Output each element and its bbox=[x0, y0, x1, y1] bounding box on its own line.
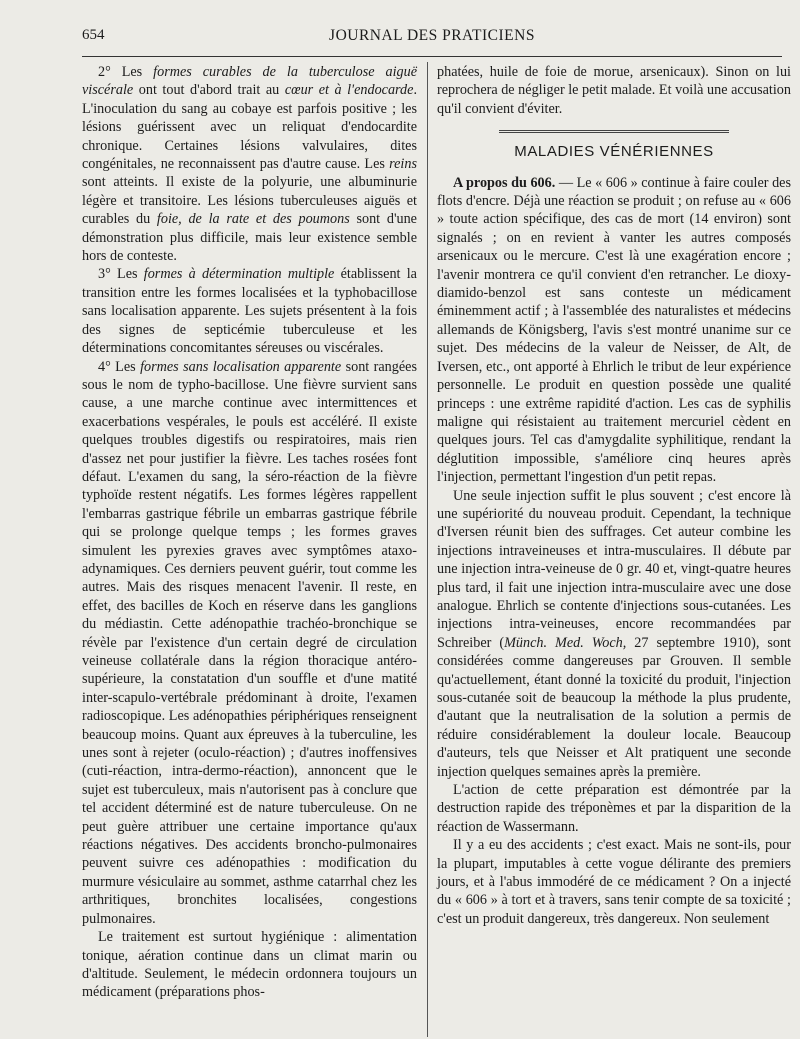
article-lead: A propos du 606. bbox=[453, 174, 556, 191]
left-column bbox=[82, 63, 417, 1002]
column-divider bbox=[427, 62, 428, 1037]
section-rule bbox=[499, 130, 729, 133]
paragraph-forms-curable: 2° Les formes curables de la tuberculose aiguë viscérale ont tout d'abord trait au cœur et à l'endocarde. L'inoculation du sang au cobaye est parfois positive ; les lésions guérissent avec un reliquat d'endocardite chronique. Certaines lésions valvulaires, dites congénitales, ne reconnaissent pas d'autre cause. Les reins sont atteints. Il existe de la polyurie, une albuminurie légère et transitoire. Les lésions tuberculeuses aiguës et curables du foie, de la rate et des poumons sont d'une démonstration plus difficile, mais leur existence semble hors de conteste. bbox=[82, 64, 417, 265]
page-number: 654 bbox=[82, 27, 105, 43]
paragraph-accidents: Il y a eu des accidents ; c'est exact. Mais ne sont-ils, pour la plupart, imputables à cette vogue délirante des premiers jours, et à l'abus immodéré de ce médicament ? On a injecté du « 606 » à tort et à travers, sans tenir compte de sa toxicité ; c'est un produit dangereux, très dangereux. Non seulement bbox=[437, 837, 791, 927]
paragraph-action: L'action de cette préparation est démontrée par la destruction rapide des tréponèmes et par la disparition de la réaction de Wassermann. bbox=[437, 782, 791, 835]
paragraph-continuation: phatées, huile de foie de morue, arsenicaux). Sinon on lui reprochera de négliger le petit malade. Et voilà une accusation qu'il convient d'éviter. bbox=[437, 64, 791, 117]
page-header bbox=[82, 24, 782, 50]
paragraph-injection: Une seule injection suffit le plus souvent ; c'est encore là une supériorité du nouveau produit. Cependant, la technique d'Iversen réunit bien des suffrages. Cet auteur combine les injections intraveineuses et intra-musculaires. Il débute par une injection intra-veineuse de 0 gr. 40 et, vingt-quatre heures plus tard, il fait une injection intra-musculaire avec une dose analogue. Ehrlich se contente d'injections sous-cutanées. Les injections intra-veineuses, encore recommandées par Schreiber (Münch. Med. Woch, 27 septembre 1910), sont considérées comme dangereuses par Grouven. Il semble qu'actuellement, étant donné la toxicité du produit, l'injection sous-cutanée soit de beaucoup la méthode la plus prudente, d'autant que la neutralisation de la solution a permis de réduire considérablement la douleur locale. Beaucoup d'auteurs, tels que Neisser et Alt pratiquent une seconde injection quelques semaines après la première. bbox=[437, 487, 792, 780]
right-column bbox=[437, 63, 791, 928]
paragraph-traitement: Le traitement est surtout hygiénique : alimentation tonique, aération continue dans un climat marin ou d'altitude. Seulement, le médecin ordonnera toujours un médicament (préparations phos- bbox=[82, 929, 417, 1001]
paragraph-forms-sans-localisation: 4° Les formes sans localisation apparente sont rangées sous le nom de typho-bacillose. Une fièvre survient sans cause, a une marche continue avec intermittences et exacerbations vespérales, le pouls est accéléré. Il existe quelques troubles digestifs ou respiratoires, mais rien d'assez net pour justifier la fièvre. Les taches rosées font défaut. L'examen du sang, la séro-réaction de la fièvre typhoïde restent négatifs. Les formes légères rappellent l'embarras gastrique fébrile un embarras gastrique fébrile qui se prolonge quelque temps ; les formes graves simulent les pyrexies graves avec symptômes ataxo-adynamiques. Ces derniers peuvent guérir, tout comme les autres. Mais des risques menacent l'avenir. Il reste, en effet, des bacilles de Koch en réserve dans les ganglions du médiastin. Cette adénopathie trachéo-bronchique se révèle par l'existence d'un certain degré de circulation veineuse collatérale dans la région thoracique antéro-supérieure, la constatation d'un souffle et d'une matité inter-scapulo-vertébrale prédominant à droite, l'examen radioscopique. Les adénopathies périphériques renseignent beaucoup moins. Quant aux épreuves à la tuberculine, les unes sont à rejeter (oculo-réaction) ; d'autres inoffensives (cuti-réaction, intra-dermo-réaction), annoncent que le sujet est tuberculeux, mais n'autorisent pas à conclure que tel accident déterminé est de nature tuberculeuse. On ne peut guère attribuer une certaine importance qu'aux réactions négatives. Des accidents broncho-pulmonaires peuvent suivre ces adénopathies : modification du murmure vésiculaire au sommet, asthme catarrhal chez les arthritiques, bronchites localisées, congestions pulmonaires. bbox=[82, 358, 417, 927]
journal-title: JOURNAL DES PRATICIENS bbox=[329, 27, 535, 44]
paragraph-606-intro: A propos du 606. — Le « 606 » continue à faire couler des flots d'encre. Déjà une réaction se produit ; on refuse au « 606 » toute action spécifique, des cas de mort (14 environ) sont signalés ; on en revient à vanter les autres composés arsenicaux ou le mercure. C'est là une exagération encore ; l'avenir montrera ce qu'il convient d'en retrancher. Le dioxy-diamido-benzol est sans conteste un médicament éminemment actif ; à l'assemblée des naturalistes et médecins allemands de Königsberg, l'avis s'est montré unanime sur ce sujet. Des médecins de la valeur de Neisser, de Alt, de Iversen, etc., ont apporté à Ehrlich le tribut de leur expérience personnelle. Le produit en question possède une qualité princeps : une extrême rapidité d'action. Les cas de syphilis maligne qui résistaient au traitement mercuriel cèdent en quelques jours. Tel cas d'amygdalite syphilitique, rendant la déglutition impossible, s'améliore cinq heures après l'injection, permettant l'ingestion d'un petit repas. bbox=[437, 174, 791, 486]
paragraph-forms-multiple: 3° Les formes à détermination multiple établissent la transition entre les formes localisées et la typhobacillose sans localisation apparente. Les sujets présentent à la fois des signes de septicémie tuberculeuse et les déterminations concomitantes séreuses ou viscérales. bbox=[82, 266, 417, 357]
header-rule bbox=[82, 56, 782, 57]
section-title: MALADIES VÉNÉRIENNES bbox=[514, 143, 714, 161]
